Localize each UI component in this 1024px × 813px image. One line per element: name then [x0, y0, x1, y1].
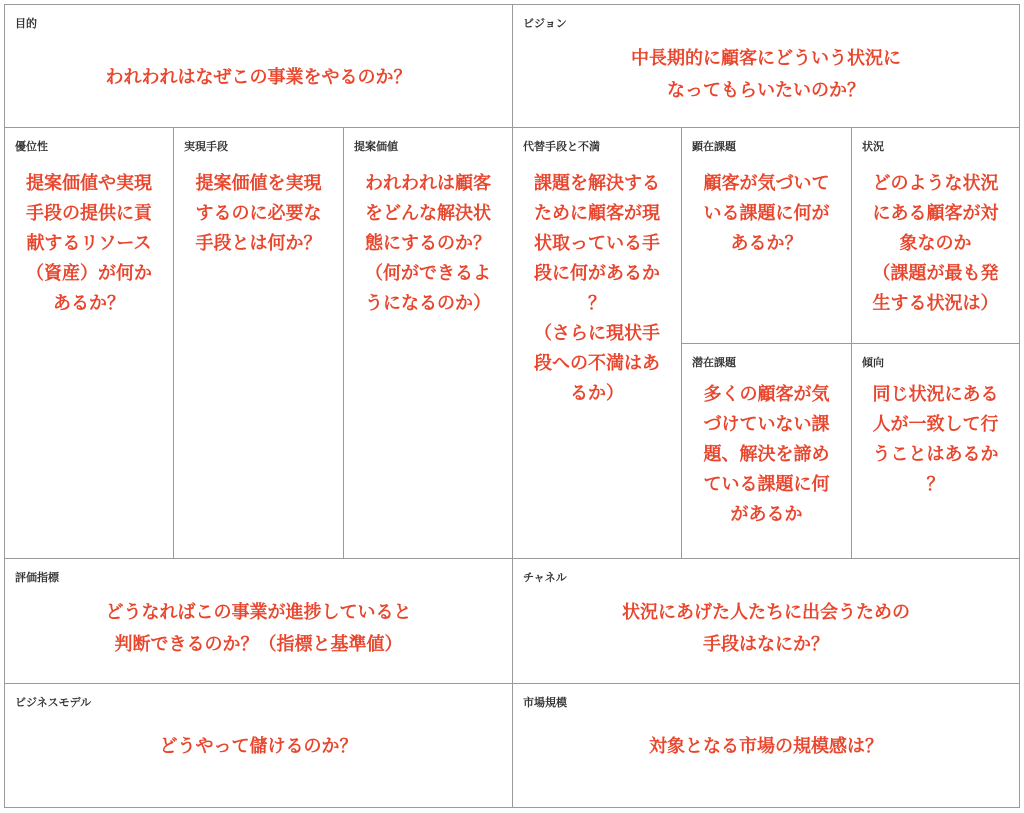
cell-label: 目的: [15, 17, 37, 30]
cell-latent: [681, 343, 852, 559]
cell-label: ビジネスモデル: [15, 696, 92, 709]
cell-text: 多くの顧客が気 づけていない課 題、解決を諦め ている課題に何 があるか: [703, 384, 830, 525]
cell-text: どうやって儲けるのか？: [159, 736, 358, 757]
cell-alternatives: [512, 127, 682, 559]
cell-vision: [512, 4, 1020, 128]
cell-situation: [851, 127, 1020, 344]
cell-label: チャネル: [523, 571, 567, 584]
cell-market-size: [512, 683, 1020, 808]
cell-text: われわれは顧客 をどんな解決状 態にするのか？ （何ができるよ うになるのか）: [365, 173, 491, 314]
cell-label: 顕在課題: [692, 140, 736, 153]
cell-text: どのような状況 にある顧客が対 象なのか （課題が最も発 生する状況は）: [872, 173, 999, 314]
cell-label: 状況: [862, 140, 884, 153]
cell-purpose: [4, 4, 513, 128]
cell-text: 対象となる市場の規模感は？: [649, 736, 883, 757]
cell-explicit: [681, 127, 852, 344]
cell-label: ビジョン: [523, 17, 567, 30]
cell-text: 中長期的に顧客にどういう状況に なってもらいたいのか？: [631, 48, 901, 101]
cell-label: 傾向: [862, 356, 884, 369]
cell-label: 代替手段と不満: [523, 140, 600, 153]
cell-label: 評価指標: [15, 571, 59, 584]
cell-label: 潜在課題: [692, 356, 736, 369]
cell-text: 提案価値や実現 手段の提供に貢 献するリソース （資産）が何か あるか？: [26, 173, 152, 314]
cell-label: 提案価値: [354, 140, 398, 153]
cell-text: 状況にあげた人たちに出会うための 手段はなにか？: [622, 602, 910, 655]
cell-text: 課題を解決する ために顧客が現 状取っている手 段に何があるか ？ （さらに現状手 段への不満はあ るか）: [534, 173, 660, 404]
cell-label: 実現手段: [184, 140, 228, 153]
cell-business-model: [4, 683, 513, 808]
cell-text: 顧客が気づいて いる課題に何が あるか？: [703, 173, 830, 254]
cell-metrics: [4, 558, 513, 684]
cell-label: 市場規模: [523, 696, 567, 709]
cell-value: [343, 127, 513, 559]
cell-text: 同じ状況にある 人が一致して行 うことはあるか ？: [872, 384, 999, 495]
cell-text: 提案価値を実現 するのに必要な 手段とは何か？: [195, 173, 322, 254]
cell-channel: [512, 558, 1020, 684]
cell-means: [173, 127, 344, 559]
cell-tendency: [851, 343, 1020, 559]
cell-text: われわれはなぜこの事業をやるのか？: [105, 67, 412, 88]
cell-text: どうなればこの事業が進捗していると 判断できるのか？（指標と基準値）: [105, 602, 412, 655]
cell-label: 優位性: [15, 140, 48, 153]
cell-assets: [4, 127, 174, 559]
